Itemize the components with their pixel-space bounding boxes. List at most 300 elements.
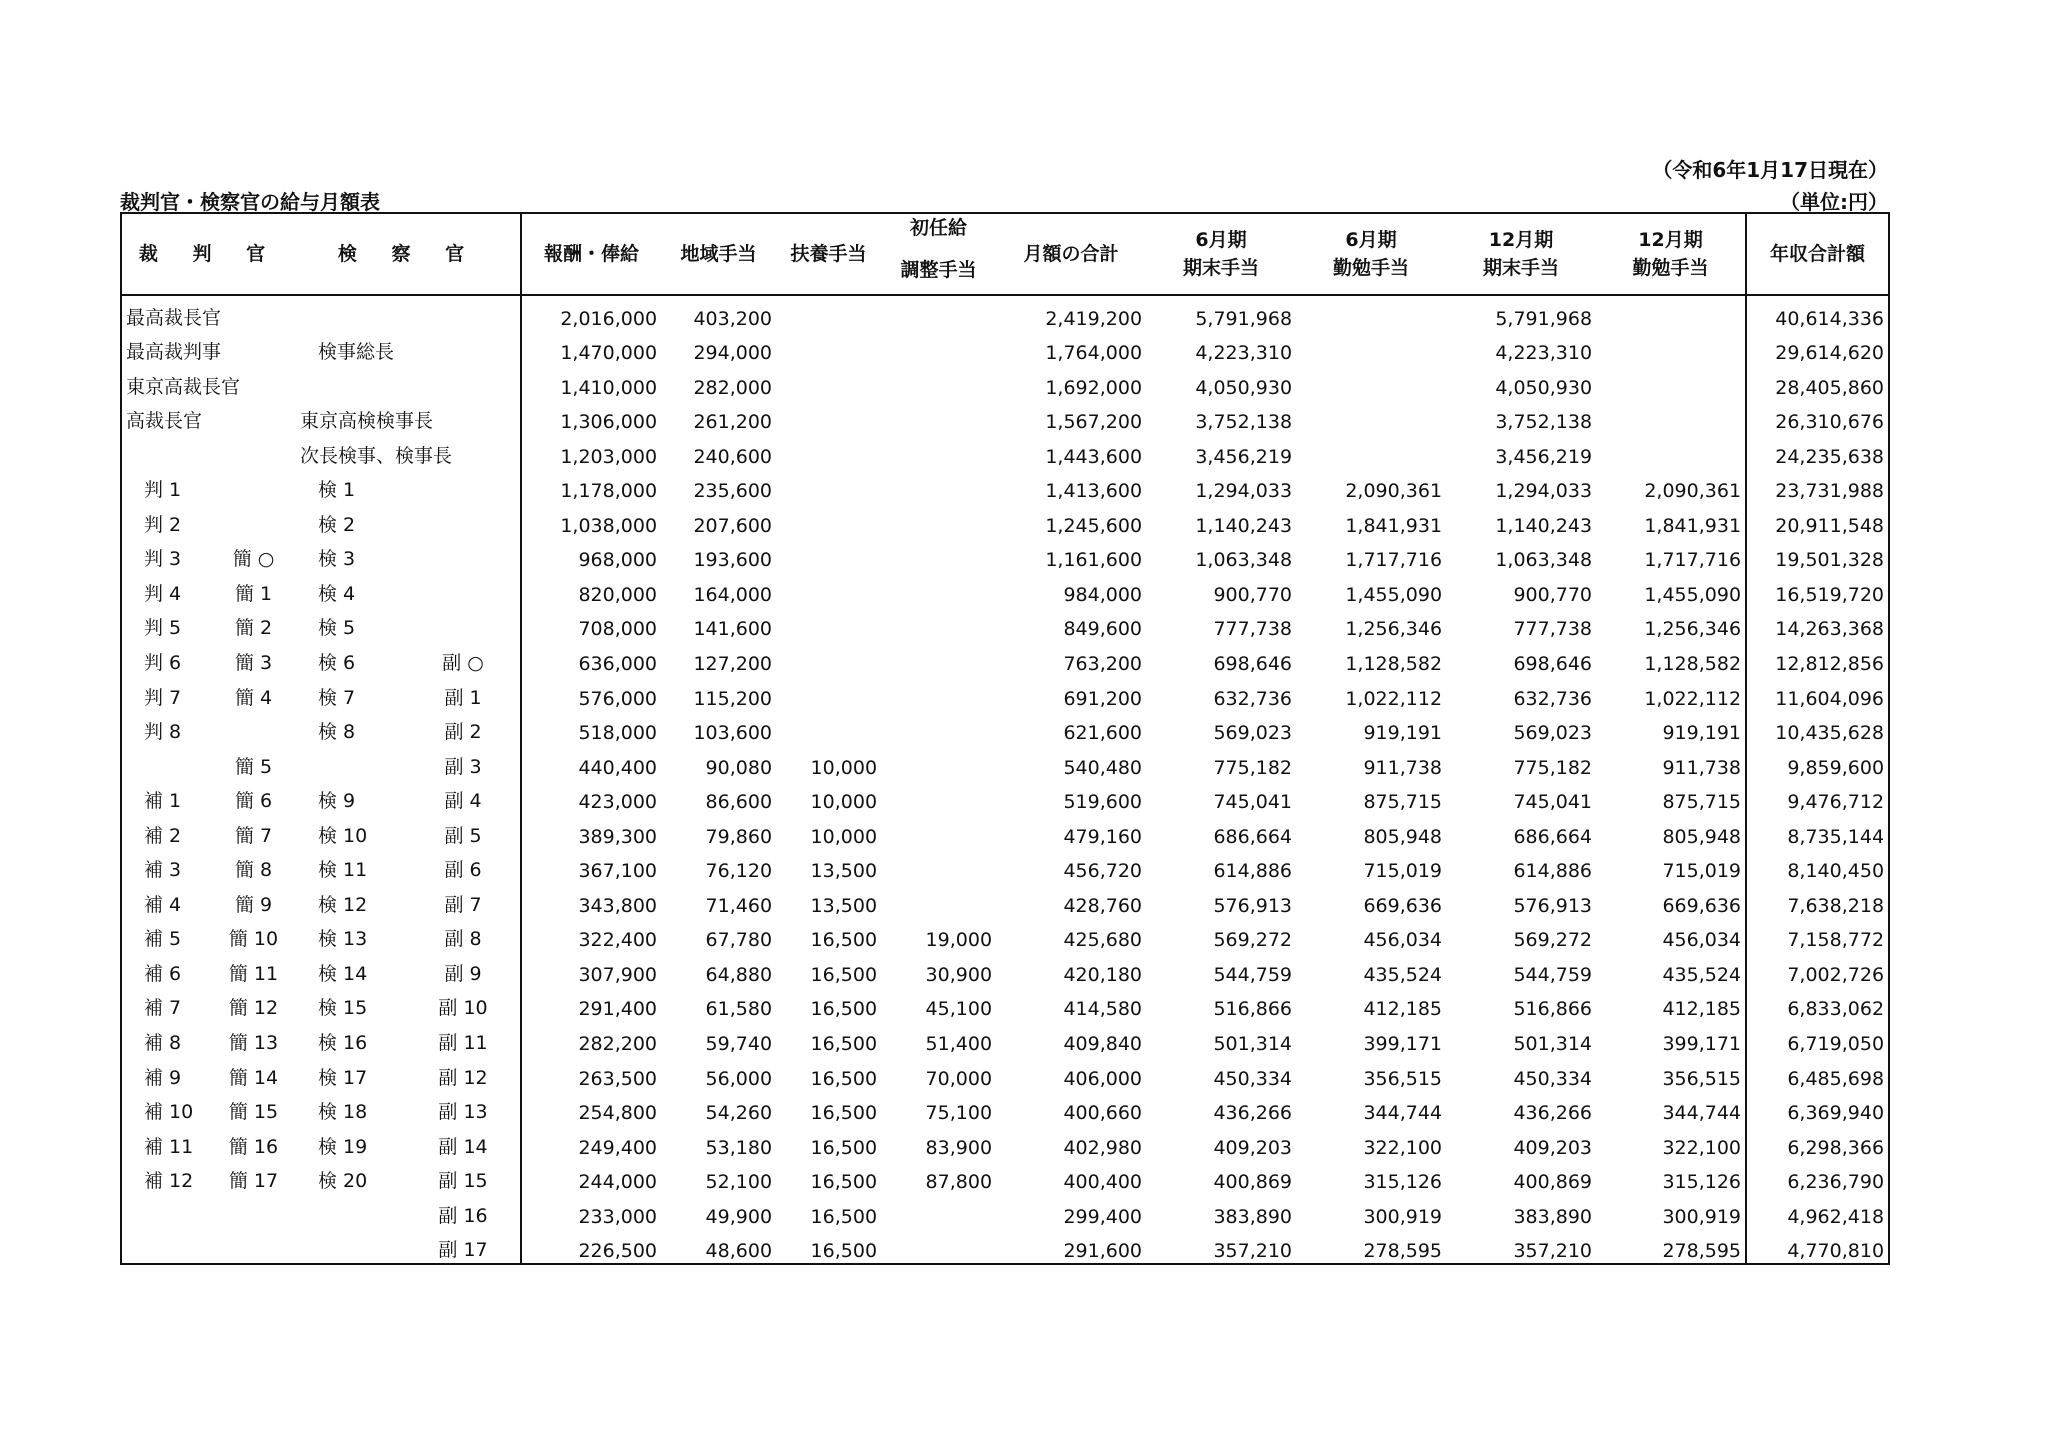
col-dec-term-line1: 12月期 bbox=[1488, 229, 1554, 251]
summary-judge-rank: 簡 5 bbox=[234, 755, 273, 778]
col-initial-adjustment-line2: 調整手当 bbox=[900, 259, 977, 281]
cell-initial-adjustment: 30,900 bbox=[925, 963, 993, 986]
cell-dec-term: 400,869 bbox=[1513, 1171, 1593, 1194]
cell-initial-adjustment bbox=[881, 503, 996, 538]
cell-salary: 226,500 bbox=[578, 1240, 658, 1263]
cell-initial-adjustment bbox=[881, 607, 996, 642]
summary-judge-rank: 簡 1 bbox=[234, 582, 273, 605]
cell-annual-total: 4,770,810 bbox=[1787, 1240, 1885, 1263]
summary-judge-rank bbox=[211, 1229, 296, 1265]
cell-monthly-total: 428,760 bbox=[1063, 894, 1143, 917]
cell-june-diligence: 2,090,361 bbox=[1345, 480, 1443, 503]
judge-rank bbox=[121, 745, 211, 780]
cell-dec-diligence bbox=[1596, 365, 1746, 400]
cell-annual-total: 26,310,676 bbox=[1775, 411, 1885, 434]
summary-judge-rank: 簡 13 bbox=[228, 1032, 279, 1055]
cell-salary: 1,306,000 bbox=[560, 411, 658, 434]
judge-rank: 補 11 bbox=[144, 1135, 194, 1158]
col-dec-diligence-line2: 勤勉手当 bbox=[1632, 257, 1709, 279]
deputy-prosecutor-rank: 副 7 bbox=[406, 883, 521, 918]
cell-initial-adjustment bbox=[881, 814, 996, 849]
cell-regional: 294,000 bbox=[693, 342, 773, 365]
cell-dependent bbox=[776, 400, 881, 435]
document-title: 裁判官・検察官の給与月額表 bbox=[120, 190, 380, 214]
judge-rank: 補 3 bbox=[144, 859, 182, 882]
col-regional: 地域手当 bbox=[661, 213, 776, 295]
cell-annual-total: 6,833,062 bbox=[1787, 998, 1885, 1021]
cell-dec-diligence: 1,256,346 bbox=[1596, 607, 1746, 642]
prosecutor-rank bbox=[296, 745, 406, 780]
cell-dependent: 16,500 bbox=[810, 1171, 878, 1194]
summary-judge-rank: 簡 2 bbox=[234, 617, 273, 640]
prosecutor-rank: 検 14 bbox=[318, 962, 368, 985]
cell-june-term: 383,890 bbox=[1213, 1205, 1293, 1228]
deputy-prosecutor-rank: 副 5 bbox=[406, 814, 521, 849]
cell-dependent: 16,500 bbox=[810, 963, 878, 986]
cell-salary: 968,000 bbox=[578, 549, 658, 572]
cell-regional: 127,200 bbox=[693, 653, 773, 676]
cell-june-diligence: 399,171 bbox=[1363, 1033, 1443, 1056]
col-dec-term bbox=[1446, 213, 1596, 295]
cell-monthly-total: 621,600 bbox=[1063, 722, 1143, 745]
cell-june-term: 3,752,138 bbox=[1195, 411, 1293, 434]
cell-dec-term: 745,041 bbox=[1513, 791, 1593, 814]
cell-dependent bbox=[776, 641, 881, 676]
col-dec-diligence-line1: 12月期 bbox=[1638, 229, 1703, 251]
cell-june-diligence: 344,744 bbox=[1363, 1102, 1443, 1125]
cell-june-term: 3,456,219 bbox=[1195, 445, 1293, 468]
cell-june-term: 900,770 bbox=[1213, 583, 1293, 606]
table-row bbox=[121, 952, 1889, 987]
cell-dec-term: 501,314 bbox=[1513, 1033, 1593, 1056]
summary-judge-rank bbox=[211, 711, 296, 746]
cell-june-term: 775,182 bbox=[1213, 756, 1293, 779]
cell-salary: 1,410,000 bbox=[560, 376, 658, 399]
cell-initial-adjustment bbox=[881, 883, 996, 918]
cell-salary: 1,470,000 bbox=[560, 342, 658, 365]
cell-june-term: 777,738 bbox=[1213, 618, 1293, 641]
judge-rank: 補 12 bbox=[144, 1170, 194, 1193]
cell-monthly-total: 691,200 bbox=[1063, 687, 1143, 710]
cell-annual-total: 23,731,988 bbox=[1775, 480, 1885, 503]
cell-salary: 576,000 bbox=[578, 687, 658, 710]
cell-regional: 207,600 bbox=[693, 514, 773, 537]
cell-dec-term: 450,334 bbox=[1513, 1067, 1593, 1090]
cell-monthly-total: 456,720 bbox=[1063, 860, 1143, 883]
cell-dependent bbox=[776, 503, 881, 538]
cell-dependent: 10,000 bbox=[810, 756, 878, 779]
prosecutor-rank bbox=[296, 1229, 406, 1265]
cell-dependent: 10,000 bbox=[810, 791, 878, 814]
table-row bbox=[121, 814, 1889, 849]
cell-dependent bbox=[776, 538, 881, 573]
cell-june-diligence: 1,717,716 bbox=[1345, 549, 1443, 572]
cell-monthly-total: 291,600 bbox=[1063, 1240, 1143, 1263]
cell-regional: 53,180 bbox=[705, 1136, 773, 1159]
prosecutor-rank: 検 2 bbox=[318, 513, 356, 536]
cell-dec-diligence: 300,919 bbox=[1596, 1194, 1746, 1229]
cell-dec-term: 544,759 bbox=[1513, 963, 1593, 986]
cell-salary: 518,000 bbox=[578, 722, 658, 745]
deputy-prosecutor-rank: 副 10 bbox=[406, 987, 521, 1022]
cell-annual-total: 8,735,144 bbox=[1787, 825, 1885, 848]
col-prosecutor bbox=[296, 213, 521, 295]
summary-judge-rank bbox=[211, 295, 296, 331]
table-row bbox=[121, 676, 1889, 711]
col-june-term-line2: 期末手当 bbox=[1183, 257, 1260, 279]
cell-june-diligence: 1,455,090 bbox=[1345, 583, 1443, 606]
cell-monthly-total: 2,419,200 bbox=[1045, 307, 1143, 330]
deputy-prosecutor-rank: 副 4 bbox=[406, 780, 521, 815]
judge-rank: 判 8 bbox=[144, 721, 182, 744]
cell-june-diligence: 669,636 bbox=[1363, 894, 1443, 917]
deputy-prosecutor-rank bbox=[406, 295, 521, 331]
cell-monthly-total: 479,160 bbox=[1063, 825, 1143, 848]
deputy-prosecutor-rank bbox=[406, 469, 521, 504]
judge-rank: 判 7 bbox=[144, 686, 182, 709]
col-initial-adjustment bbox=[881, 213, 996, 295]
cell-dependent bbox=[776, 365, 881, 400]
cell-dec-diligence: 1,128,582 bbox=[1596, 641, 1746, 676]
col-judge-label: 裁 判 官 bbox=[138, 243, 280, 265]
judge-rank bbox=[121, 434, 211, 469]
judge-rank: 補 1 bbox=[144, 790, 182, 813]
cell-initial-adjustment bbox=[881, 572, 996, 607]
cell-initial-adjustment bbox=[881, 365, 996, 400]
cell-dependent bbox=[776, 711, 881, 746]
table-row bbox=[121, 987, 1889, 1022]
prosecutor-rank: 検 4 bbox=[318, 582, 356, 605]
cell-annual-total: 16,519,720 bbox=[1775, 583, 1885, 606]
judge-rank: 判 2 bbox=[144, 513, 182, 536]
cell-initial-adjustment: 51,400 bbox=[925, 1033, 993, 1056]
cell-dependent bbox=[776, 572, 881, 607]
prosecutor-rank: 検 16 bbox=[318, 1032, 368, 1055]
cell-annual-total: 9,476,712 bbox=[1787, 791, 1885, 814]
cell-salary: 249,400 bbox=[578, 1136, 658, 1159]
cell-june-diligence bbox=[1296, 434, 1446, 469]
cell-monthly-total: 1,764,000 bbox=[1045, 342, 1143, 365]
cell-dec-diligence: 805,948 bbox=[1596, 814, 1746, 849]
table-row bbox=[121, 295, 1889, 331]
cell-monthly-total: 1,692,000 bbox=[1045, 376, 1143, 399]
judge-rank: 判 6 bbox=[144, 652, 182, 675]
cell-salary: 423,000 bbox=[578, 791, 658, 814]
cell-dec-term: 775,182 bbox=[1513, 756, 1593, 779]
prosecutor-rank bbox=[296, 365, 406, 400]
cell-monthly-total: 299,400 bbox=[1063, 1205, 1143, 1228]
cell-annual-total: 6,485,698 bbox=[1787, 1067, 1885, 1090]
cell-dec-term: 1,294,033 bbox=[1495, 480, 1593, 503]
cell-salary: 244,000 bbox=[578, 1171, 658, 1194]
cell-regional: 261,200 bbox=[693, 411, 773, 434]
cell-dec-term: 1,063,348 bbox=[1495, 549, 1593, 572]
cell-annual-total: 19,501,328 bbox=[1775, 549, 1885, 572]
cell-monthly-total: 984,000 bbox=[1063, 583, 1143, 606]
cell-dependent bbox=[776, 295, 881, 331]
cell-dec-term: 698,646 bbox=[1513, 653, 1593, 676]
table-row bbox=[121, 918, 1889, 953]
cell-dec-diligence: 1,455,090 bbox=[1596, 572, 1746, 607]
cell-dec-diligence: 435,524 bbox=[1596, 952, 1746, 987]
cell-salary: 263,500 bbox=[578, 1067, 658, 1090]
cell-annual-total: 24,235,638 bbox=[1775, 445, 1885, 468]
col-judge bbox=[121, 213, 296, 295]
judge-rank: 補 9 bbox=[144, 1066, 182, 1089]
cell-dec-diligence: 669,636 bbox=[1596, 883, 1746, 918]
cell-salary: 307,900 bbox=[578, 963, 658, 986]
cell-june-term: 1,294,033 bbox=[1195, 480, 1293, 503]
cell-monthly-total: 540,480 bbox=[1063, 756, 1143, 779]
cell-dec-term: 576,913 bbox=[1513, 894, 1593, 917]
cell-june-term: 436,266 bbox=[1213, 1102, 1293, 1125]
cell-initial-adjustment bbox=[881, 400, 996, 435]
col-monthly-total: 月額の合計 bbox=[996, 213, 1146, 295]
cell-june-term: 4,050,930 bbox=[1195, 376, 1293, 399]
cell-salary: 322,400 bbox=[578, 929, 658, 952]
summary-judge-rank: 簡 7 bbox=[234, 824, 273, 847]
col-june-diligence-line2: 勤勉手当 bbox=[1333, 257, 1410, 279]
table-row bbox=[121, 331, 1889, 366]
cell-dependent: 16,500 bbox=[810, 1240, 878, 1263]
cell-initial-adjustment bbox=[881, 745, 996, 780]
summary-judge-rank: 簡 12 bbox=[228, 997, 279, 1020]
deputy-prosecutor-rank: 副 2 bbox=[406, 711, 521, 746]
cell-dependent: 13,500 bbox=[810, 860, 878, 883]
cell-salary: 1,203,000 bbox=[560, 445, 658, 468]
cell-dec-diligence: 456,034 bbox=[1596, 918, 1746, 953]
cell-dec-diligence: 315,126 bbox=[1596, 1160, 1746, 1195]
cell-dec-term: 357,210 bbox=[1513, 1240, 1593, 1263]
cell-regional: 193,600 bbox=[693, 549, 773, 572]
table-header bbox=[121, 213, 1889, 295]
prosecutor-rank: 検 11 bbox=[318, 859, 368, 882]
cell-dec-term: 4,223,310 bbox=[1495, 342, 1593, 365]
cell-initial-adjustment bbox=[881, 1194, 996, 1229]
cell-dec-term: 686,664 bbox=[1513, 825, 1593, 848]
cell-annual-total: 7,158,772 bbox=[1787, 929, 1885, 952]
cell-regional: 52,100 bbox=[705, 1171, 773, 1194]
deputy-prosecutor-rank: 副 3 bbox=[406, 745, 521, 780]
cell-salary: 367,100 bbox=[578, 860, 658, 883]
table-row bbox=[121, 607, 1889, 642]
summary-judge-rank: 簡 17 bbox=[228, 1170, 279, 1193]
as-of-date: （令和6年1月17日現在） bbox=[1652, 158, 1888, 182]
cell-june-diligence bbox=[1296, 365, 1446, 400]
cell-dec-term: 516,866 bbox=[1513, 998, 1593, 1021]
cell-salary: 254,800 bbox=[578, 1102, 658, 1125]
cell-regional: 71,460 bbox=[705, 894, 773, 917]
cell-salary: 636,000 bbox=[578, 653, 658, 676]
judge-rank: 補 7 bbox=[144, 997, 182, 1020]
cell-initial-adjustment bbox=[881, 331, 996, 366]
col-dec-term-line2: 期末手当 bbox=[1483, 257, 1560, 279]
salary-table bbox=[120, 212, 1890, 1265]
cell-june-term: 357,210 bbox=[1213, 1240, 1293, 1263]
summary-judge-rank: 簡 14 bbox=[228, 1066, 279, 1089]
cell-initial-adjustment bbox=[881, 849, 996, 884]
col-salary: 報酬・俸給 bbox=[521, 213, 661, 295]
cell-june-diligence bbox=[1296, 295, 1446, 331]
col-june-diligence bbox=[1296, 213, 1446, 295]
cell-regional: 48,600 bbox=[705, 1240, 773, 1263]
cell-regional: 86,600 bbox=[705, 791, 773, 814]
cell-regional: 67,780 bbox=[705, 929, 773, 952]
judge-rank bbox=[121, 1229, 211, 1265]
cell-june-term: 686,664 bbox=[1213, 825, 1293, 848]
cell-june-diligence: 322,100 bbox=[1363, 1136, 1443, 1159]
cell-initial-adjustment: 83,900 bbox=[925, 1136, 993, 1159]
cell-june-term: 576,913 bbox=[1213, 894, 1293, 917]
cell-june-diligence: 875,715 bbox=[1363, 791, 1443, 814]
cell-annual-total: 11,604,096 bbox=[1775, 687, 1885, 710]
deputy-prosecutor-rank: 副 17 bbox=[406, 1229, 521, 1265]
prosecutor-rank: 検事総長 bbox=[318, 341, 395, 364]
judge-rank: 判 4 bbox=[144, 582, 182, 605]
cell-regional: 235,600 bbox=[693, 480, 773, 503]
summary-judge-rank: 簡 10 bbox=[228, 928, 279, 951]
cell-regional: 56,000 bbox=[705, 1067, 773, 1090]
prosecutor-rank bbox=[296, 1194, 406, 1229]
cell-june-term: 1,140,243 bbox=[1195, 514, 1293, 537]
cell-dec-diligence: 919,191 bbox=[1596, 711, 1746, 746]
deputy-prosecutor-rank: 副 13 bbox=[406, 1091, 521, 1126]
judge-rank: 補 4 bbox=[144, 893, 182, 916]
cell-dec-diligence: 399,171 bbox=[1596, 1021, 1746, 1056]
cell-dec-diligence: 412,185 bbox=[1596, 987, 1746, 1022]
cell-initial-adjustment bbox=[881, 676, 996, 711]
cell-dependent: 16,500 bbox=[810, 1102, 878, 1125]
col-dependent: 扶養手当 bbox=[776, 213, 881, 295]
cell-salary: 2,016,000 bbox=[560, 307, 658, 330]
cell-dependent: 13,500 bbox=[810, 894, 878, 917]
cell-monthly-total: 414,580 bbox=[1063, 998, 1143, 1021]
cell-salary: 291,400 bbox=[578, 998, 658, 1021]
cell-annual-total: 6,236,790 bbox=[1787, 1171, 1885, 1194]
cell-annual-total: 4,962,418 bbox=[1787, 1205, 1885, 1228]
cell-dependent bbox=[776, 331, 881, 366]
cell-annual-total: 29,614,620 bbox=[1775, 342, 1885, 365]
cell-june-diligence: 356,515 bbox=[1363, 1067, 1443, 1090]
cell-monthly-total: 1,443,600 bbox=[1045, 445, 1143, 468]
table-row bbox=[121, 1091, 1889, 1126]
prosecutor-rank: 検 18 bbox=[318, 1101, 368, 1124]
summary-judge-rank: 簡 4 bbox=[234, 686, 273, 709]
cell-dec-diligence: 278,595 bbox=[1596, 1229, 1746, 1265]
prosecutor-rank: 検 10 bbox=[318, 824, 368, 847]
cell-annual-total: 28,405,860 bbox=[1775, 376, 1885, 399]
judge-rank: 補 5 bbox=[144, 928, 182, 951]
judge-rank: 最高裁長官 bbox=[126, 306, 222, 329]
table-body bbox=[121, 295, 1889, 1264]
cell-june-term: 614,886 bbox=[1213, 860, 1293, 883]
cell-dec-diligence bbox=[1596, 295, 1746, 331]
cell-monthly-total: 849,600 bbox=[1063, 618, 1143, 641]
cell-initial-adjustment bbox=[881, 295, 996, 331]
cell-annual-total: 9,859,600 bbox=[1787, 756, 1885, 779]
prosecutor-rank: 次長検事、検事長 bbox=[300, 444, 453, 467]
table-row bbox=[121, 434, 1889, 469]
cell-dependent: 16,500 bbox=[810, 1205, 878, 1228]
summary-judge-rank: 簡 3 bbox=[234, 652, 273, 675]
cell-salary: 233,000 bbox=[578, 1205, 658, 1228]
prosecutor-rank: 検 3 bbox=[318, 548, 356, 571]
deputy-prosecutor-rank bbox=[406, 331, 521, 366]
cell-june-diligence: 456,034 bbox=[1363, 929, 1443, 952]
judge-rank: 判 1 bbox=[144, 479, 182, 502]
cell-regional: 59,740 bbox=[705, 1033, 773, 1056]
cell-dec-diligence: 1,841,931 bbox=[1596, 503, 1746, 538]
cell-monthly-total: 519,600 bbox=[1063, 791, 1143, 814]
cell-regional: 403,200 bbox=[693, 307, 773, 330]
table-row bbox=[121, 1229, 1889, 1265]
cell-dec-diligence: 875,715 bbox=[1596, 780, 1746, 815]
summary-judge-rank bbox=[211, 434, 296, 469]
cell-annual-total: 6,369,940 bbox=[1787, 1102, 1885, 1125]
cell-regional: 76,120 bbox=[705, 860, 773, 883]
col-initial-adjustment-line1: 初任給 bbox=[910, 217, 968, 239]
cell-monthly-total: 1,567,200 bbox=[1045, 411, 1143, 434]
cell-regional: 61,580 bbox=[705, 998, 773, 1021]
cell-dec-term: 632,736 bbox=[1513, 687, 1593, 710]
cell-dec-diligence bbox=[1596, 434, 1746, 469]
summary-judge-rank: 簡 11 bbox=[228, 962, 279, 985]
judge-rank: 判 3 bbox=[144, 548, 182, 571]
cell-monthly-total: 1,413,600 bbox=[1045, 480, 1143, 503]
deputy-prosecutor-rank: 副 9 bbox=[406, 952, 521, 987]
cell-annual-total: 7,002,726 bbox=[1787, 963, 1885, 986]
cell-regional: 90,080 bbox=[705, 756, 773, 779]
col-june-term bbox=[1146, 213, 1296, 295]
cell-dec-term: 5,791,968 bbox=[1495, 307, 1593, 330]
deputy-prosecutor-rank: 副 1 bbox=[406, 676, 521, 711]
cell-initial-adjustment bbox=[881, 469, 996, 504]
summary-judge-rank bbox=[211, 1194, 296, 1229]
cell-annual-total: 8,140,450 bbox=[1787, 860, 1885, 883]
cell-initial-adjustment: 87,800 bbox=[925, 1171, 993, 1194]
summary-judge-rank: 簡 16 bbox=[228, 1135, 279, 1158]
cell-dependent: 16,500 bbox=[810, 1136, 878, 1159]
cell-dec-diligence bbox=[1596, 331, 1746, 366]
cell-annual-total: 10,435,628 bbox=[1775, 722, 1885, 745]
cell-june-term: 501,314 bbox=[1213, 1033, 1293, 1056]
deputy-prosecutor-rank: 副 12 bbox=[406, 1056, 521, 1091]
cell-june-term: 450,334 bbox=[1213, 1067, 1293, 1090]
cell-dec-diligence bbox=[1596, 400, 1746, 435]
cell-regional: 164,000 bbox=[693, 583, 773, 606]
judge-rank: 高裁長官 bbox=[126, 410, 203, 433]
col-june-diligence-line1: 6月期 bbox=[1345, 229, 1397, 251]
cell-salary: 820,000 bbox=[578, 583, 658, 606]
cell-dec-term: 409,203 bbox=[1513, 1136, 1593, 1159]
cell-dec-term: 1,140,243 bbox=[1495, 514, 1593, 537]
cell-june-diligence: 1,022,112 bbox=[1345, 687, 1443, 710]
judge-rank: 判 5 bbox=[144, 617, 182, 640]
deputy-prosecutor-rank bbox=[406, 365, 521, 400]
cell-dec-term: 436,266 bbox=[1513, 1102, 1593, 1125]
cell-regional: 115,200 bbox=[693, 687, 773, 710]
prosecutor-rank: 検 5 bbox=[318, 617, 356, 640]
judge-rank: 補 10 bbox=[144, 1101, 194, 1124]
cell-june-diligence: 911,738 bbox=[1363, 756, 1443, 779]
table-row bbox=[121, 1021, 1889, 1056]
cell-dec-term: 569,023 bbox=[1513, 722, 1593, 745]
prosecutor-rank: 検 6 bbox=[318, 652, 356, 675]
deputy-prosecutor-rank bbox=[406, 503, 521, 538]
cell-june-diligence: 435,524 bbox=[1363, 963, 1443, 986]
cell-salary: 440,400 bbox=[578, 756, 658, 779]
table-row bbox=[121, 780, 1889, 815]
